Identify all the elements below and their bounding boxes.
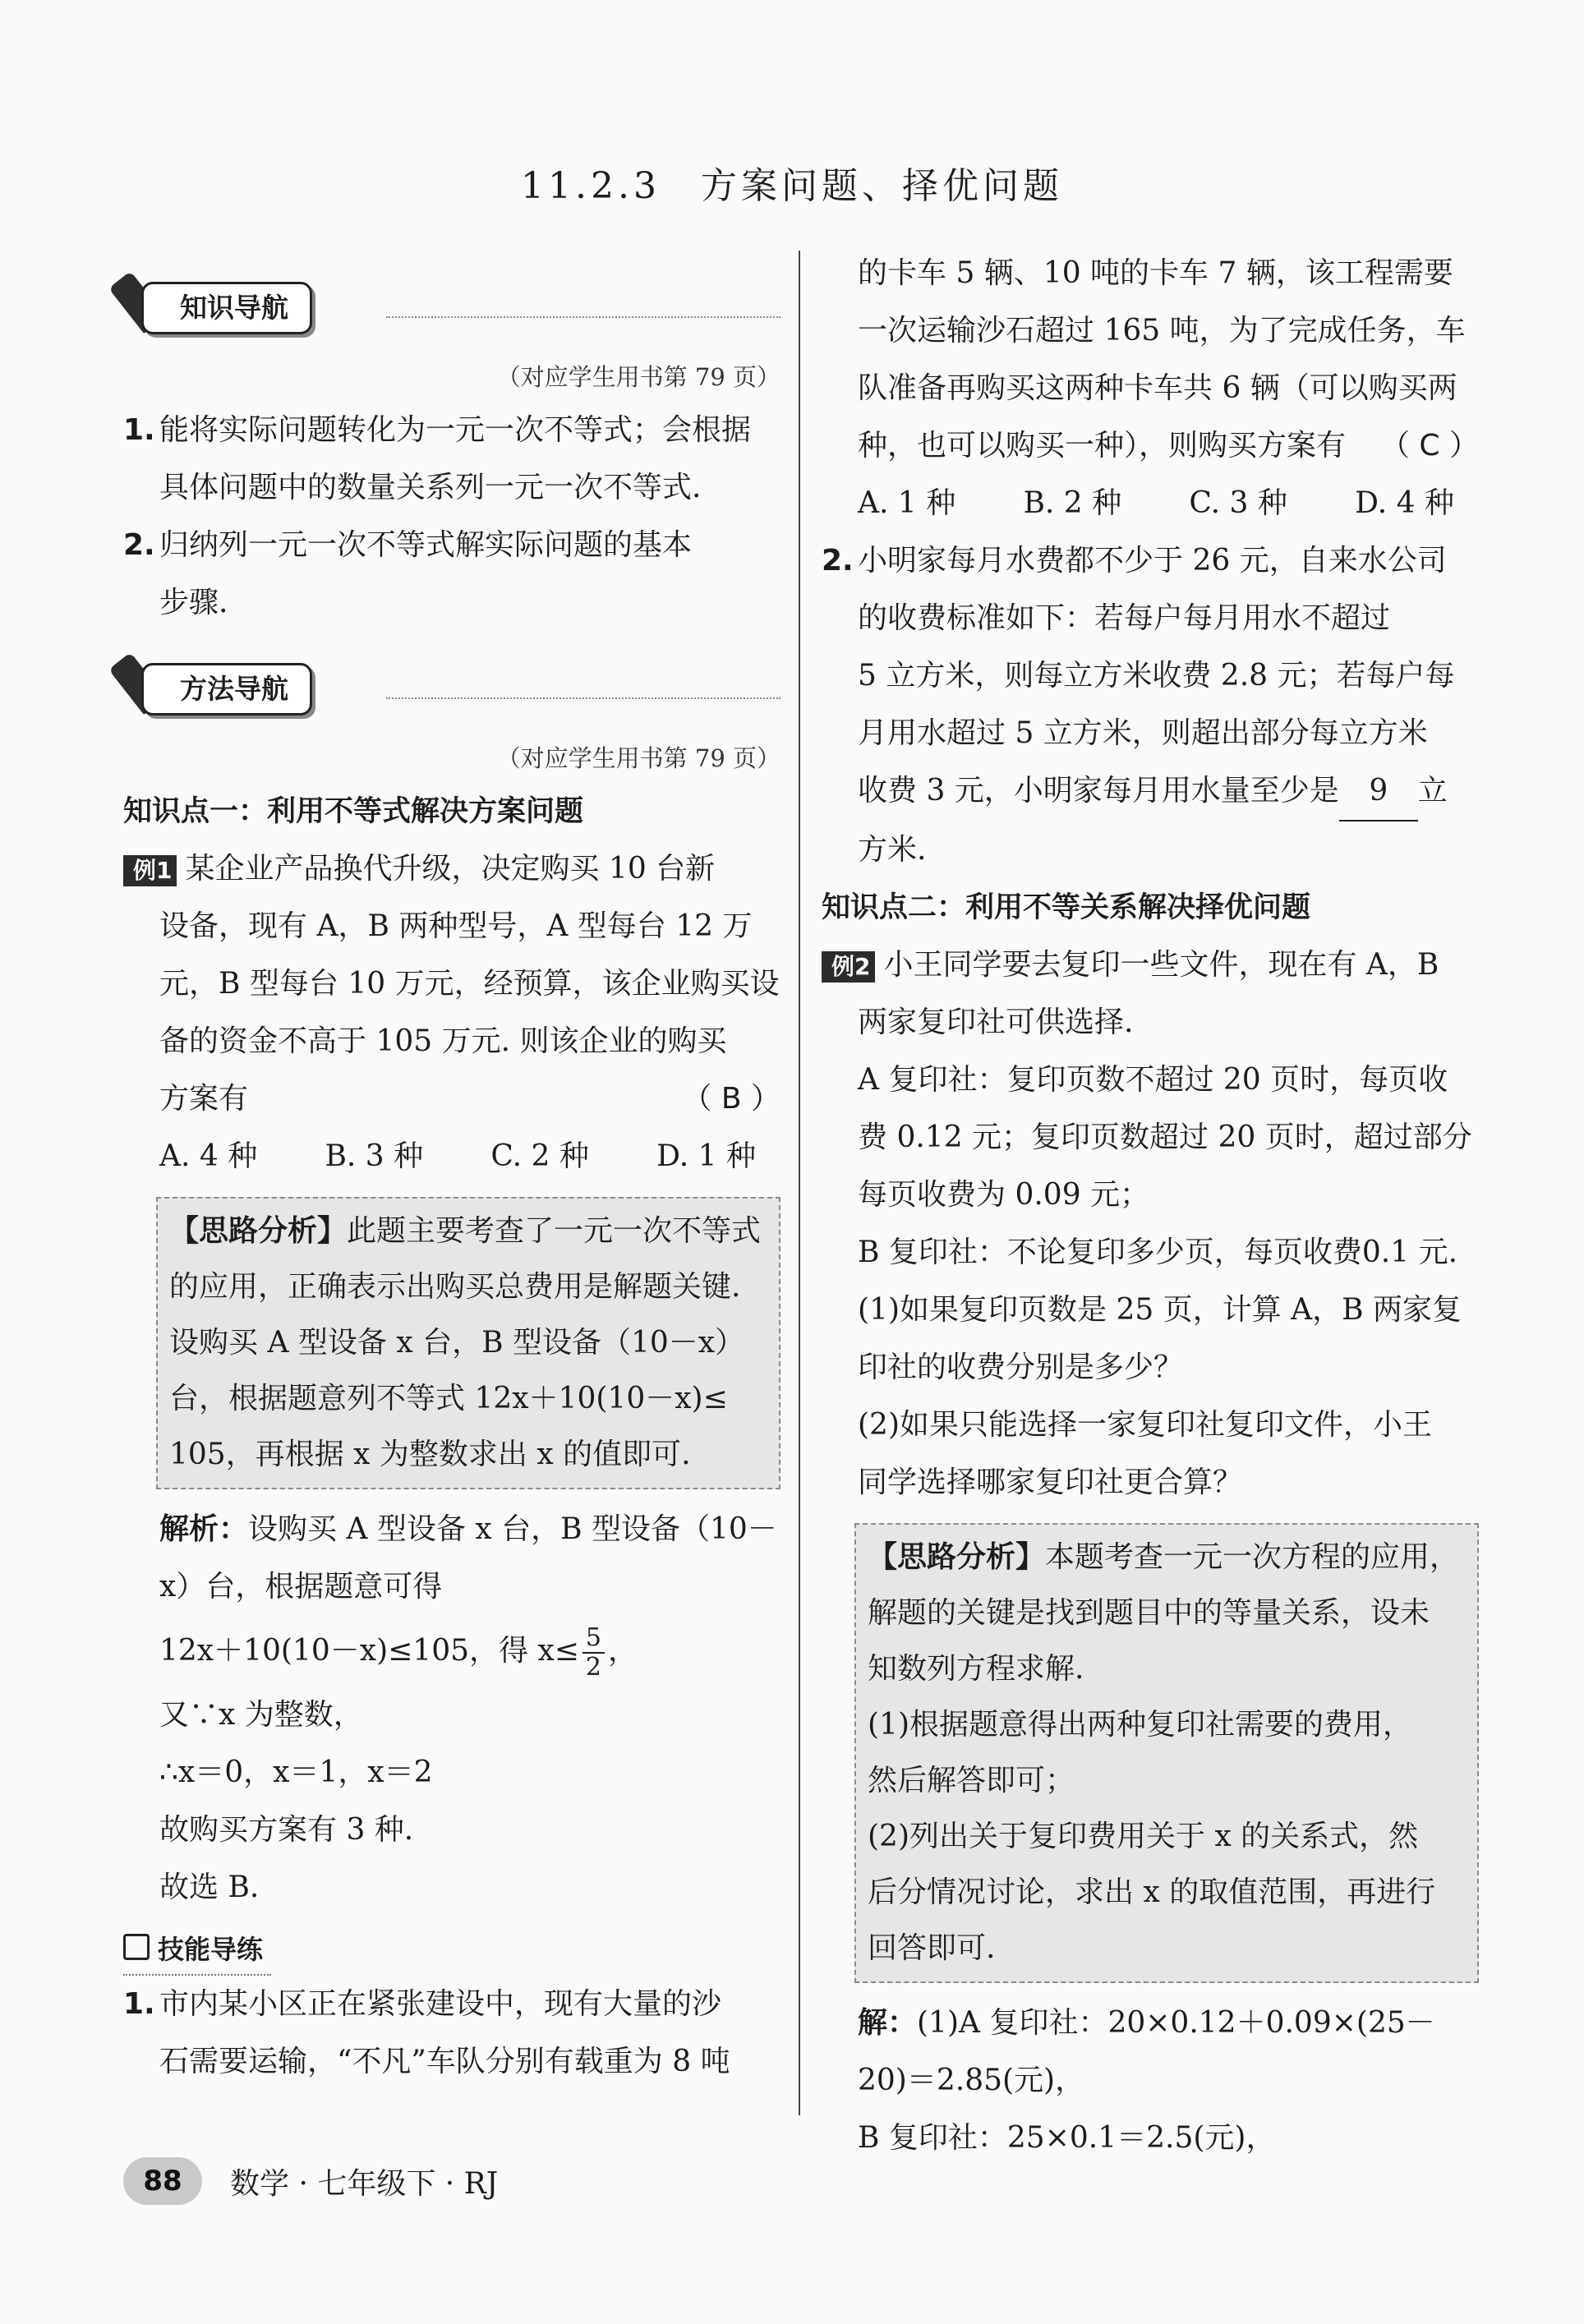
example-2-line: 同学选择哪家复印社更合算？ <box>858 1466 1243 1499</box>
knowledge-nav-header <box>123 267 780 343</box>
analysis-tag: 【思路分析】 <box>868 1540 1046 1574</box>
example-1-line: 元，B 型每台 10 万元，经预算，该企业购买设 <box>159 967 780 1001</box>
example-1-line: 备的资金不高于 105 万元. 则该企业的购买 <box>159 1024 727 1058</box>
question-1-line: 石需要运输，“不凡”车队分别有载重为 8 吨 <box>159 2045 730 2078</box>
solution-1-inequality: 12x＋10(10－x)≤105，得 x≤ $\frac{5}{2}$ ， <box>159 1623 638 1682</box>
question-1-line: 队准备再购买这两种卡车共 6 辆（可以购买两 <box>858 371 1457 405</box>
question-1-line: 种，也可以购买一种），则购买方案有 （ C ） <box>822 417 1479 475</box>
question-2-line: 的收费标准如下：若每户每月用水不超过 <box>858 601 1391 635</box>
question-2-line: 2. 小明家每月水费都不少于 26 元，自来水公司 <box>822 544 1447 578</box>
question-1-line: 的卡车 5 辆、10 吨的卡车 7 辆，该工程需要 <box>858 256 1453 290</box>
question-2-line: 月用水超过 5 立方米，则超出部分每立方米 <box>858 716 1428 750</box>
left-column <box>123 251 780 2091</box>
example-2-line: (2)如果只能选择一家复印社复印文件，小王 <box>858 1408 1432 1442</box>
answer-blank: 9 <box>1339 762 1418 821</box>
column-divider <box>799 251 800 2115</box>
knowledge-item-1: 1. 能将实际问题转化为一元一次不等式；会根据 <box>123 413 752 447</box>
example-1-line: 设备，现有 A，B 两种型号，A 型每台 12 万 <box>159 909 753 943</box>
solution-1-line: 又∵x 为整数， <box>159 1698 363 1732</box>
method-nav-label: 方法导航 <box>141 663 312 716</box>
knowledge-nav-label: 知识导航 <box>141 282 312 334</box>
analysis-box-2: 【思路分析】本题考查一元一次方程的应用， 解题的关键是找到题目中的等量关系，设未 知数列方程求解. (1)根据题意得出两种复印社需要的费用， 然后解答即可； (2)列出关于复印费用关于 x 的关系式，然 后分情况讨论，求出 x 的取值范围，再进行 回答即可. <box>854 1523 1479 1983</box>
solution-1-line: 故购买方案有 3 种. <box>159 1813 414 1847</box>
page-number: 88 <box>123 2157 202 2205</box>
example-1-options <box>123 1128 780 1185</box>
question-1-line: 1. 市内某小区正在紧张建设中，现有大量的沙 <box>123 1987 722 2021</box>
solution-1-line: 解析：设购买 A 型设备 x 台，B 型设备（10－ <box>159 1512 777 1546</box>
option-d: D. 1 种 <box>656 1139 756 1173</box>
method-nav-header <box>123 648 780 724</box>
skill-practice-header: 技能导练 <box>123 1925 271 1976</box>
example-1-line: 例1 某企业产品换代升级，决定购买 10 台新 <box>123 840 780 898</box>
solution-2-line: 20)＝2.85(元)， <box>858 2064 1085 2097</box>
knowledge-item-2-cont: 步骤. <box>159 586 228 619</box>
lesson-title: 11.2.3 方案问题、择优问题 <box>521 165 1063 207</box>
book-reference: （对应学生用书第 79 页） <box>496 744 780 772</box>
example-1-answer: （ B ） <box>682 1082 780 1116</box>
question-2-line: 5 立方米，则每立方米收费 2.8 元；若每户每 <box>858 659 1455 693</box>
solution-tag: 解析： <box>159 1512 249 1546</box>
question-1-options <box>822 475 1479 532</box>
solution-1-line: x）台，根据题意可得 <box>159 1570 443 1604</box>
page-footer <box>123 2152 498 2210</box>
header-rule <box>386 697 780 699</box>
example-2-line: A 复印社：复印页数不超过 20 页时，每页收 <box>858 1063 1448 1097</box>
header-rule <box>386 316 780 318</box>
option-b: B. 2 种 <box>1023 486 1122 520</box>
book-info: 数学 · 七年级下 · RJ <box>230 2166 499 2201</box>
question-1-answer: （ C ） <box>1379 429 1479 462</box>
right-column <box>822 245 1479 2167</box>
knowledge-point-2: 知识点二：利用不等关系解决择优问题 <box>822 891 1311 924</box>
question-1-line: 一次运输沙石超过 165 吨，为了完成任务，车 <box>858 314 1466 347</box>
example-label: 例2 <box>822 951 875 983</box>
solution-tag: 解： <box>858 2006 918 2040</box>
example-2-line: 每页收费为 0.09 元； <box>858 1178 1150 1212</box>
option-b: B. 3 种 <box>325 1139 424 1173</box>
knowledge-item-1-cont: 具体问题中的数量关系列一元一次不等式. <box>159 471 702 504</box>
analysis-tag: 【思路分析】 <box>169 1214 348 1248</box>
option-a: A. 1 种 <box>858 486 956 520</box>
book-reference: （对应学生用书第 79 页） <box>496 363 780 391</box>
solution-2-line: B 复印社：25×0.1＝2.5(元)， <box>858 2121 1276 2155</box>
edit-icon <box>123 1934 150 1960</box>
example-1-line: 方案有 （ B ） <box>123 1070 780 1128</box>
question-2-line: 方米. <box>858 833 927 867</box>
example-2-line: (1)如果复印页数是 25 页，计算 A，B 两家复 <box>858 1293 1462 1327</box>
knowledge-item-2: 2. 归纳列一元一次不等式解实际问题的基本 <box>123 528 693 562</box>
knowledge-point-1: 知识点一：利用不等式解决方案问题 <box>123 795 584 828</box>
analysis-box-1: 【思路分析】此题主要考查了一元一次不等式 的应用，正确表示出购买总费用是解题关键. 设购买 A 型设备 x 台，B 型设备（10－x） 台，根据题意列不等式 12x＋10(10－x)≤ 105，再根据 x 为整数求出 x 的值即可. <box>156 1197 780 1489</box>
solution-2-line: 解：(1)A 复印社：20×0.12＋0.09×(25－ <box>858 2006 1435 2040</box>
example-2-line: 印社的收费分别是多少？ <box>858 1351 1184 1384</box>
solution-1-line: ∴x＝0，x＝1，x＝2 <box>159 1756 433 1789</box>
question-2-line: 收费 3 元，小明家每月用水量至少是 9 立 <box>822 762 1479 821</box>
option-c: C. 3 种 <box>1189 486 1287 520</box>
option-d: D. 4 种 <box>1355 486 1454 520</box>
fraction: $\frac{5}{2}$ <box>582 1624 605 1682</box>
example-2-line: 两家复印社可供选择. <box>858 1006 1134 1039</box>
solution-1-line: 故选 B. <box>159 1871 260 1904</box>
example-2-line: 费 0.12 元；复印页数超过 20 页时，超过部分 <box>858 1121 1472 1154</box>
option-a: A. 4 种 <box>159 1139 258 1173</box>
example-label: 例1 <box>123 855 177 886</box>
example-2-line: B 复印社：不论复印多少页，每页收费0.1 元. <box>858 1236 1458 1269</box>
option-c: C. 2 种 <box>490 1139 589 1173</box>
example-2-line: 例2 小王同学要去复印一些文件，现在有 A，B <box>822 937 1479 994</box>
